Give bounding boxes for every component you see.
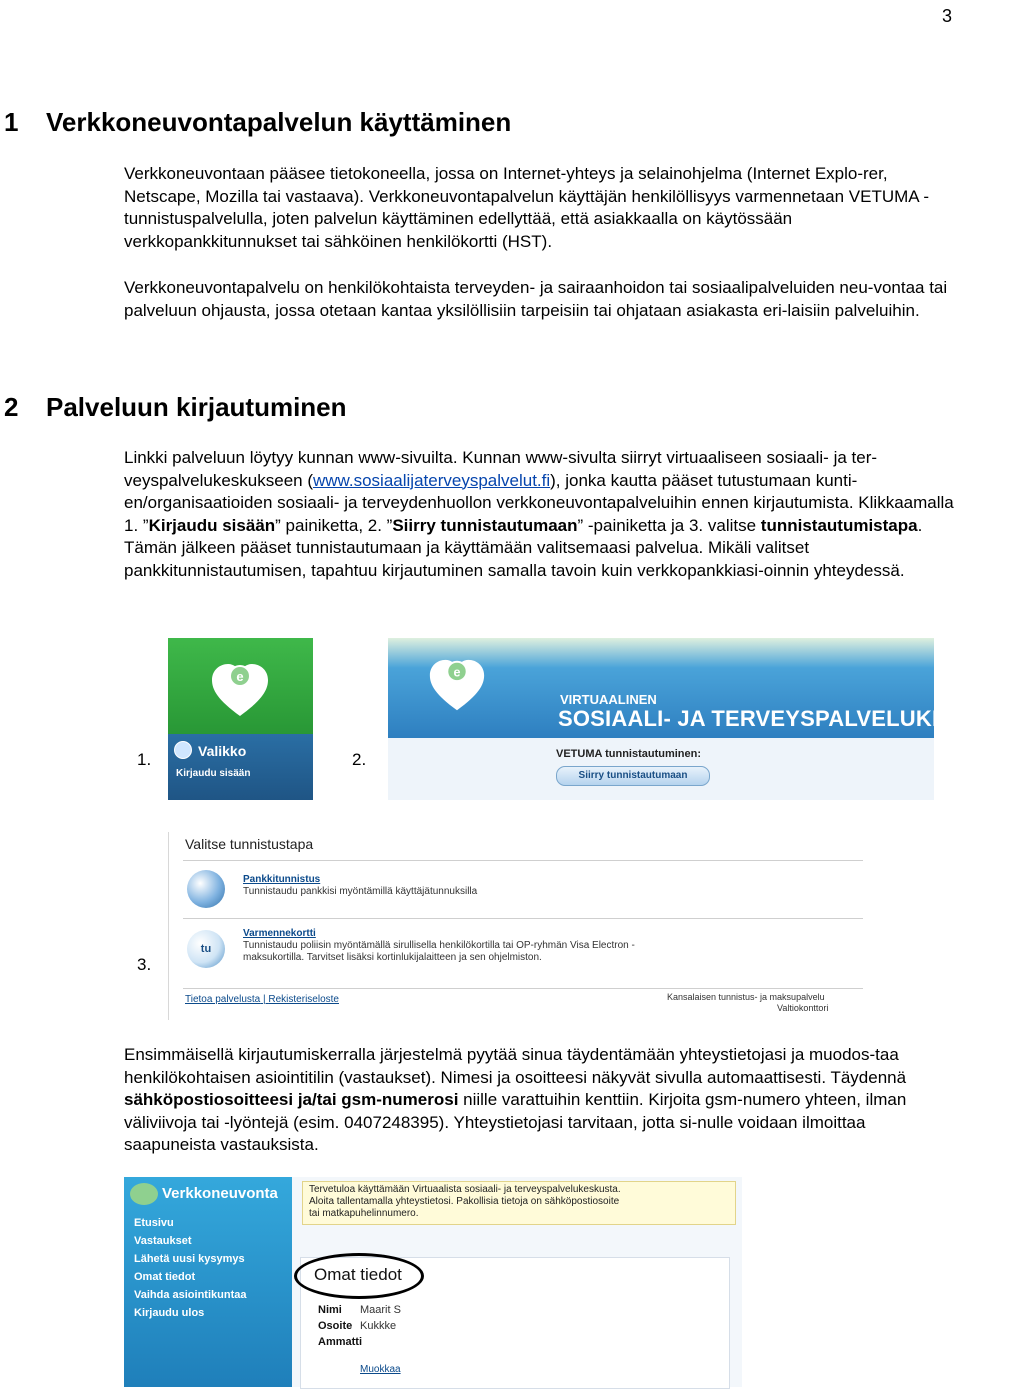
notice-line-3: tai matkapuhelinnumero. xyxy=(309,1208,419,1219)
section-2-heading xyxy=(0,392,347,423)
option-bank-text: Tunnistaudu pankkisi myöntämillä käyttäjätunnuksilla xyxy=(243,886,478,897)
section-1-heading xyxy=(0,107,511,138)
nav-item-vastaukset[interactable]: Vastaukset xyxy=(134,1235,192,1247)
kirjaudu-sisaan-link[interactable]: Kirjaudu sisään xyxy=(176,768,251,779)
section-2-paragraph-1 xyxy=(124,447,956,582)
screenshot-menu xyxy=(168,638,313,800)
welcome-notice xyxy=(302,1181,736,1225)
option-bank-title[interactable]: Pankkitunnistus xyxy=(243,874,321,885)
bold-kirjaudu: Kirjaudu sisään xyxy=(148,515,276,535)
footer-links: Tietoa palvelusta | Rekisteriseloste xyxy=(185,994,339,1005)
field-value-nimi: Maarit S xyxy=(360,1304,401,1316)
provider-line-1: Kansalaisen tunnistus- ja maksupalvelu xyxy=(667,992,825,1002)
portal-link[interactable]: www.sosiaalijaterveyspalvelut.fi xyxy=(312,470,551,490)
tu-card-icon: tu xyxy=(187,930,225,968)
muokkaa-link[interactable]: Muokkaa xyxy=(360,1364,401,1375)
text-fragment: ), jonka kautta pääset tutustumaan kunti-en/organisaatioiden sosiaali- ja terveydenhuollon verkkoneuvontapalveluihin ennen kirjautumista. Klikkaamalla 1. ” xyxy=(124,470,954,535)
section-1-title: Verkkoneuvontapalvelun käyttäminen xyxy=(46,107,512,137)
figure-label-2: 2. xyxy=(352,750,367,769)
bold-contact: sähköpostiosoitteesi ja/tai gsm-numerosi xyxy=(124,1090,459,1109)
auth-title: Valitse tunnistustapa xyxy=(185,836,314,852)
tietoa-palvelusta-link[interactable]: Tietoa palvelusta xyxy=(185,994,261,1005)
heart-logo-icon xyxy=(426,654,488,716)
nav-item-kirjaudu-ulos[interactable]: Kirjaudu ulos xyxy=(134,1307,205,1319)
divider xyxy=(183,988,863,989)
rekisteriseloste-link[interactable]: Rekisteriseloste xyxy=(268,994,339,1005)
page-number: 3 xyxy=(941,6,952,26)
portal-title: SOSIAALI- JA TERVEYSPALVELUKESKUS xyxy=(558,706,1009,731)
section-2-title: Palveluun kirjautuminen xyxy=(46,392,347,422)
text-fragment: niille varattuihin kenttiin. Kirjoita gsm-numero yhteen, ilman väliviivoja tai -lyöntejä (esim. 0407248395). Yhteystietojasi tarvitaan, jotta si-nulle voidaan ilmoittaa saapuneista vastauksista. xyxy=(124,1090,907,1154)
compass-icon xyxy=(174,741,192,759)
own-info-heading: Omat tiedot xyxy=(314,1265,402,1284)
vetuma-label: VETUMA tunnistautuminen: xyxy=(556,748,702,760)
screenshot-auth-method xyxy=(168,832,875,1020)
field-label-ammatti: Ammatti xyxy=(318,1336,363,1348)
text-fragment: ” painiketta, 2. ” xyxy=(275,515,393,535)
field-label-osoite: Osoite xyxy=(318,1320,353,1332)
option-card-text-2: maksukortilla. Tarvitset lisäksi kortinlukijalaitteen ja sen ohjelmiston. xyxy=(243,952,542,963)
text-fragment: Ensimmäisellä kirjautumiskerralla järjestelmä pyytää sinua täydentämään yhteystietojasi ja muodos-taa henkilökohtaisen asiointitilin (vastaukset). Nimesi ja osoitteesi näkyvät sivulla automaattisesti. Täydennä xyxy=(124,1045,907,1087)
speech-bubble-icon xyxy=(130,1183,158,1205)
provider-text xyxy=(667,992,828,1014)
figure-label-1: 1. xyxy=(137,750,152,769)
bank-icon xyxy=(187,870,225,908)
screenshot-portal xyxy=(388,638,1009,800)
divider xyxy=(183,918,863,919)
nav-item-omat-tiedot[interactable]: Omat tiedot xyxy=(134,1271,196,1283)
section-2-paragraph-2 xyxy=(124,1044,956,1157)
option-card-title[interactable]: Varmennekortti xyxy=(243,928,316,939)
valikko-button[interactable] xyxy=(174,741,246,759)
text-fragment: ” -painiketta ja 3. valitse xyxy=(577,515,761,535)
notice-line-2: Aloita tallentamalla yhteystietosi. Pakollisia tietoja on sähköpostiosoite xyxy=(309,1196,620,1207)
svg-text:e: e xyxy=(453,665,461,680)
option-card-text-1: Tunnistaudu poliisin myöntämällä sirullisella henkilökortilla tai OP-ryhmän Visa Electron - xyxy=(243,940,635,951)
heart-logo-icon xyxy=(208,658,272,722)
provider-line-2: Valtiokonttori xyxy=(777,1003,829,1013)
option-bank[interactable] xyxy=(243,874,477,898)
bold-tunnistautumistapa: tunnistautumistapa xyxy=(760,515,918,535)
nav-item-etusivu[interactable]: Etusivu xyxy=(134,1217,174,1229)
nav-item-uusi-kysymys[interactable]: Lähetä uusi kysymys xyxy=(134,1253,245,1265)
divider xyxy=(183,860,863,861)
siirry-tunnistautumaan-button[interactable]: Siirry tunnistautumaan xyxy=(556,766,710,786)
section-2-number: 2 xyxy=(4,392,19,422)
section-1-paragraph-1: Verkkoneuvontaan pääsee tietokoneella, jossa on Internet-yhteys ja selainohjelma (Internet Explo-rer, Netscape, Mozilla tai vastaava). Verkkoneuvontapalvelun käyttäjän henkilöllisyys varmennetaan VETUMA -tunnistuspalvelulla, joten palvelun käyttäminen edellyttää, että asiakkaalla on käytössään verkkopankkitunnukset tai sähköinen henkilökortti (HST). xyxy=(124,164,930,251)
svg-text:e: e xyxy=(236,669,244,684)
field-label-nimi: Nimi xyxy=(318,1304,342,1316)
option-card[interactable] xyxy=(243,928,635,964)
valikko-label: Valikko xyxy=(198,743,247,759)
highlight-circle xyxy=(294,1253,424,1299)
field-value-osoite: Kukkke xyxy=(360,1320,397,1332)
section-1-paragraph-2: Verkkoneuvontapalvelu on henkilökohtaista terveyden- ja sairaanhoidon tai sosiaalipalveluiden neu-vontaa tai palveluun ohjausta, jossa otetaan kantaa yksilöllisiin tarpeisiin tai ohjataan asiakasta eri-laisiin palveluihin. xyxy=(124,278,948,320)
section-1-number: 1 xyxy=(4,107,19,137)
text-fragment: . Tämän jälkeen pääset tunnistautumaan ja käyttämään valitsemaasi palvelua. Mikäli valitset pankkitunnistautumisen, tapahtuu kirjautuminen samalla tavoin kuin verkkopankkiasi-oinnin yhteydessä. xyxy=(124,515,923,580)
app-title: Verkkoneuvonta xyxy=(162,1185,278,1202)
bold-siirry: Siirry tunnistautumaan xyxy=(392,515,578,535)
figure-label-3: 3. xyxy=(137,955,152,974)
text-fragment: Linkki palveluun löytyy kunnan www-sivuilta. Kunnan www-sivulta siirryt virtuaaliseen sosiaali- ja ter-veyspalvelukeskukseen ( xyxy=(124,448,878,490)
screenshot-own-info xyxy=(124,1177,742,1387)
notice-line-1: Tervetuloa käyttämään Virtuaalista sosiaali- ja terveyspalvelukeskusta. xyxy=(309,1184,621,1195)
nav-item-vaihda-kuntaa[interactable]: Vaihda asiointikuntaa xyxy=(134,1289,247,1301)
portal-subtitle: VIRTUAALINEN xyxy=(560,692,657,707)
